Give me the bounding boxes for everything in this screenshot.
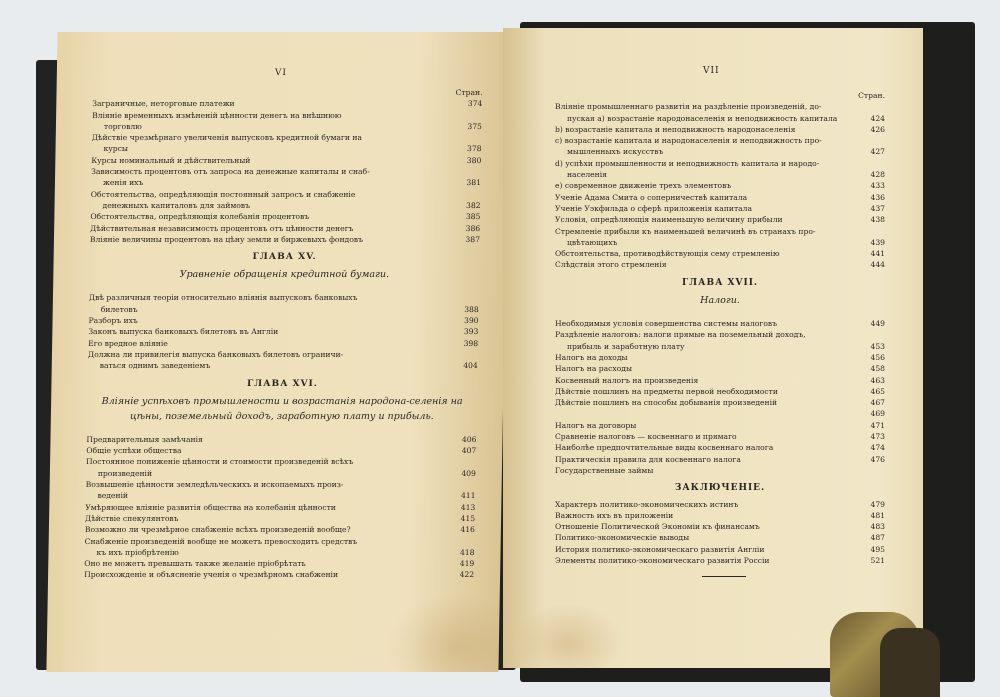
toc-entry-text: пуская a) возрастаніе народонаселенія и неподвижность капитала	[567, 113, 838, 123]
toc-entry	[84, 558, 474, 569]
toc-entry	[90, 223, 480, 234]
toc-entry-page: 407	[461, 446, 477, 456]
toc-entry-text: Его вредное вліяніе	[88, 338, 168, 348]
toc-entry-text: Налогъ на договоры	[555, 420, 637, 430]
toc-entry-page: 374	[467, 99, 483, 109]
toc-entry-page: 453	[870, 341, 885, 351]
toc-entry-text: билетовъ	[100, 304, 138, 314]
toc-entry	[555, 192, 885, 203]
toc-entry	[555, 454, 885, 465]
toc-entry	[555, 363, 885, 374]
toc-entry-text: Государственные займы	[555, 465, 654, 475]
toc-entry-page	[455, 166, 481, 177]
toc-entry	[555, 442, 885, 453]
toc-entry	[84, 547, 474, 558]
toc-entry	[90, 211, 480, 222]
toc-entry	[555, 521, 885, 532]
toc-entry	[555, 113, 885, 124]
toc-entry-page: 487	[870, 533, 885, 543]
toc-entry-text: Стремленіе прибыли къ наименьшей величинѣ въ странахъ про-	[555, 226, 816, 236]
toc-entry-text: Ученіе Адама Смита о соперничествѣ капитала	[555, 192, 748, 202]
toc-entry	[85, 502, 475, 513]
toc-entry-text: произведеній	[97, 468, 153, 478]
toc-entry	[92, 121, 482, 132]
toc-entry	[85, 524, 475, 535]
toc-entry-page: 381	[466, 178, 482, 188]
toc-entry-text: Заграничные, неторговые платежи	[92, 99, 235, 109]
toc-entry	[84, 569, 474, 580]
toc-entry	[91, 166, 481, 177]
toc-entry	[555, 318, 885, 329]
toc-entry-page: 467	[870, 398, 885, 408]
toc-entry-text: торговлю	[103, 121, 142, 131]
toc-entry	[555, 408, 885, 419]
toc-entry	[555, 248, 885, 259]
toc-entry	[86, 456, 476, 467]
toc-group	[90, 98, 483, 245]
toc-entry-page: 382	[465, 200, 481, 210]
toc-entry-text: Характеръ политико-экономическихъ истинъ	[555, 499, 739, 509]
end-rule	[702, 576, 746, 577]
toc-entry-text: Слѣдствія этого стремленія	[555, 260, 667, 270]
page-number: VII	[703, 66, 720, 76]
toc-entry-text: Снабженіе произведеній вообще не можетъ превосходить средствъ	[84, 536, 358, 546]
toc-entry-text: мышленныхъ искусствъ	[567, 147, 664, 157]
toc-entry-page: 479	[870, 499, 885, 509]
toc-entry-text: Законъ выпуска банковыхъ билетовъ въ Англіи	[88, 327, 279, 337]
toc-entry-text: Возможно ли чрезмѣрное снабженіе всѣхъ произведеній вообще?	[84, 525, 351, 535]
toc-entry-page: 411	[460, 491, 476, 501]
toc-entry-text: e) современное движеніе трехъ элементовъ	[555, 181, 732, 191]
toc-entry-page	[452, 349, 478, 360]
water-stain	[513, 603, 623, 668]
toc-entry-page: 419	[459, 559, 475, 569]
toc-entry	[555, 465, 885, 476]
toc-entry-page: 416	[460, 525, 475, 535]
page-header: Стран.	[455, 88, 483, 97]
toc-entry	[86, 468, 476, 479]
toc-entry-page	[456, 110, 482, 121]
toc-entry-text: Элементы политико-экономическаго развитія Россіи	[555, 555, 770, 565]
toc-entry	[555, 352, 885, 363]
toc-entry-text: Необходимыя условія совершенства системы налоговъ	[555, 319, 778, 329]
chapter-heading: ГЛАВА XVI.	[246, 378, 318, 389]
toc-entry	[90, 200, 480, 211]
toc-entry-page: 413	[460, 502, 476, 512]
toc-entry-text: Политико-экономическіе выводы	[555, 533, 690, 543]
toc-entry-page	[453, 292, 479, 303]
toc-entry-page: 398	[463, 338, 479, 348]
toc-entry	[555, 101, 885, 112]
toc-entry-text: Предварительныя замѣчанія	[86, 434, 203, 444]
toc-entry-text: Зависимость процентовъ отъ запроса на денежные капиталы и снаб-	[91, 167, 370, 177]
toc-entry	[92, 132, 482, 143]
toc-entry-page: 438	[870, 215, 885, 225]
toc-entry-text: Происхожденіе и объясненіе ученія о чрезмѣрномъ снабженіи	[84, 570, 339, 580]
toc-entry	[555, 341, 885, 352]
right-page	[503, 28, 923, 668]
toc-entry-text: Сравненіе налоговъ — косвеннаго и прямаго	[555, 432, 737, 442]
toc-entry	[555, 214, 885, 225]
toc-entry-text: Наиболѣе предпочтительные виды косвеннаго налога	[555, 443, 774, 453]
toc-entry-page: 428	[870, 170, 885, 180]
toc-entry-page: 471	[870, 420, 885, 430]
toc-entry-page: 406	[461, 434, 477, 444]
toc-entry-page: 458	[870, 364, 885, 374]
toc-entry	[555, 544, 885, 555]
toc-entry-page: 456	[870, 352, 885, 362]
toc-entry-page: 375	[467, 121, 483, 131]
toc-entry	[85, 490, 475, 501]
water-stain	[386, 592, 510, 672]
toc-entry-page	[859, 101, 885, 112]
toc-entry-text: Дѣйствіе пошлинъ на предметы первой необходимости	[555, 386, 778, 396]
toc-entry-text: c) возрастаніе капитала и народонаселенія и неподвижность про-	[555, 136, 822, 146]
toc-entry-text: Ученіе Уэкфильда о сферѣ приложенія капитала	[555, 203, 753, 213]
toc-entry	[555, 555, 885, 566]
toc-entry-page: 415	[460, 513, 476, 523]
toc-entry	[89, 304, 479, 315]
toc-entry	[91, 189, 481, 200]
toc-entry-page	[450, 456, 476, 467]
toc-entry	[555, 237, 885, 248]
toc-entry	[91, 155, 481, 166]
toc-entry-text: женія ихъ	[102, 178, 144, 188]
toc-entry-text: Возвышеніе цѣнности земледѣльческихъ и ископаемыхъ произ-	[85, 480, 344, 490]
toc-entry-page: 521	[870, 555, 885, 565]
left-toc	[84, 87, 483, 581]
left-page	[46, 32, 509, 672]
toc-entry	[91, 143, 481, 154]
toc-entry-text: b) возрастаніе капитала и неподвижность народонаселенія	[555, 124, 796, 134]
toc-entry	[91, 177, 481, 188]
toc-entry-text: ваться однимъ заведеніемъ	[99, 361, 211, 371]
toc-entry	[88, 349, 478, 360]
toc-entry-page: 441	[870, 249, 885, 259]
toc-entry-text: Дѣйствіе чрезмѣрнаго увеличенія выпусковъ кредитной бумаги на	[91, 133, 363, 143]
toc-entry-page	[859, 465, 885, 476]
toc-entry-text: Обстоятельства, опредѣляющія колебанія процентовъ	[90, 212, 310, 222]
toc-entry-page: 449	[870, 319, 885, 329]
toc-entry	[88, 315, 478, 326]
toc-group	[555, 499, 885, 567]
toc-entry-page: 385	[465, 212, 481, 222]
chapter-heading: ЗАКЛЮЧЕНІЕ.	[674, 483, 766, 494]
toc-entry	[555, 386, 885, 397]
toc-entry-page: 380	[466, 155, 482, 165]
toc-entry	[555, 226, 885, 237]
toc-entry-page: 390	[463, 316, 479, 326]
toc-entry	[86, 434, 476, 445]
toc-entry-page	[859, 226, 885, 237]
toc-entry-page: 404	[463, 361, 478, 371]
toc-entry-text: Вліяніе промышленнаго развитія на раздѣленіе произведеній, до-	[555, 102, 822, 112]
toc-entry	[555, 532, 885, 543]
toc-entry	[555, 375, 885, 386]
toc-entry	[555, 420, 885, 431]
toc-entry-text: Курсы номинальный и дѣйствительный	[91, 155, 251, 165]
toc-entry-page: 388	[464, 304, 479, 314]
toc-entry-page: 436	[870, 192, 885, 202]
toc-entry	[555, 203, 885, 214]
toc-entry	[555, 431, 885, 442]
toc-entry-page: 474	[870, 443, 885, 453]
toc-entry-text: Дѣйствіе пошлинъ на способы добыванія произведеній	[555, 398, 778, 408]
toc-entry-page: 465	[870, 386, 885, 396]
toc-group	[84, 434, 477, 581]
toc-entry-text: Должна ли привилегія выпуска банковыхъ билетовъ ограничи-	[87, 349, 344, 359]
chapter-title: Вліяніе успѣховъ промышлености и возрастанія народона-селенія на цѣны, поземельный доходъ, заработную плату и прибыль.	[101, 395, 463, 422]
toc-entry-text: цвѣтающихъ	[567, 237, 618, 247]
toc-entry-page: 439	[870, 237, 885, 247]
toc-entry-page: 437	[870, 203, 885, 213]
toc-entry	[92, 110, 482, 121]
toc-entry-text: Разборъ ихъ	[88, 316, 138, 326]
toc-entry-text: Постоянное пониженіе цѣнности и стоимости произведеній всѣхъ	[86, 457, 354, 467]
toc-entry	[88, 338, 478, 349]
chapter-title: Налоги.	[700, 295, 740, 307]
toc-entry-text	[555, 408, 859, 419]
toc-entry	[85, 513, 475, 524]
toc-entry-text: Отношеніе Политической Экономіи къ финансамъ	[555, 522, 760, 532]
toc-entry-text: История политико-экономическаго развитія Англіи	[555, 544, 765, 554]
toc-entry-text: Условія, опредѣляющія наименьшую величину прибыли	[555, 215, 783, 225]
toc-entry-text: Вліяніе величины процентовъ на цѣну земли и биржевыхъ фондовъ	[89, 234, 364, 244]
toc-entry-text: d) успѣхи промышленности и неподвижность капитала и народо-	[555, 158, 820, 168]
toc-entry	[89, 292, 479, 303]
toc-entry	[555, 135, 885, 146]
toc-entry	[85, 536, 475, 547]
toc-entry	[555, 169, 885, 180]
toc-entry-page: 463	[870, 375, 885, 385]
toc-entry-page: 378	[466, 144, 482, 154]
toc-entry-text: Оно не можетъ превышать также желаніе пріобрѣтать	[84, 559, 306, 569]
toc-entry	[88, 360, 478, 371]
toc-entry-page: 469	[870, 409, 885, 419]
page-number: VI	[274, 68, 288, 78]
toc-entry	[86, 445, 476, 456]
toc-entry	[555, 158, 885, 169]
toc-entry-text: Обстоятельства, противодѣйствующія сему стремленію	[555, 249, 780, 259]
toc-group	[88, 292, 479, 371]
book-stand-base	[880, 628, 940, 697]
toc-entry-page	[456, 132, 482, 143]
toc-entry-page	[859, 158, 885, 169]
chapter-title: Уравненіе обращенія кредитной бумаги.	[179, 269, 390, 281]
toc-entry	[555, 124, 885, 135]
page-header: Стран.	[858, 91, 885, 100]
toc-entry-text: къ ихъ пріобрѣтенію	[96, 547, 179, 557]
toc-entry	[92, 98, 482, 109]
toc-entry-text: прибыль и заработную плату	[567, 341, 685, 351]
toc-entry-page: 418	[459, 547, 475, 557]
toc-entry	[555, 397, 885, 408]
toc-entry-text: Косвенный налогъ на произведенія	[555, 375, 699, 385]
toc-entry-page: 422	[459, 570, 475, 580]
toc-entry	[86, 479, 476, 490]
toc-entry-page: 433	[870, 181, 885, 191]
toc-entry-page: 476	[870, 454, 885, 464]
toc-entry-page: 393	[463, 327, 479, 337]
chapter-heading: ГЛАВА XVII.	[681, 277, 759, 288]
toc-entry-page	[859, 329, 885, 340]
toc-entry-page: 409	[461, 468, 476, 478]
toc-entry-text: Умѣряющее вліяніе развитія общества на колебанія цѣнности	[85, 502, 336, 512]
toc-entry	[555, 499, 885, 510]
toc-entry-page	[450, 479, 476, 490]
toc-entry-page: 426	[870, 124, 885, 134]
toc-entry	[555, 146, 885, 157]
toc-entry-page: 424	[870, 113, 885, 123]
toc-entry-text: Раздѣленіе налоговъ: налоги прямые на поземельный доходъ,	[555, 330, 806, 340]
toc-entry-text: населенія	[567, 170, 607, 180]
toc-entry-page	[455, 189, 481, 200]
toc-entry-text: Обстоятельства, опредѣляющія постоянный запросъ и снабженіе	[90, 189, 356, 199]
toc-entry	[555, 510, 885, 521]
toc-entry	[555, 259, 885, 270]
toc-entry-page: 495	[870, 544, 885, 554]
toc-entry	[88, 326, 478, 337]
right-toc	[555, 90, 885, 566]
toc-entry-text: Практическія правила для косвеннаго налога	[555, 454, 741, 464]
toc-entry-page: 387	[465, 234, 481, 244]
toc-entry-page: 427	[870, 147, 885, 157]
toc-entry-text: курсы	[103, 144, 128, 154]
toc-entry-page: 386	[465, 223, 481, 233]
toc-entry-text: Налогъ на расходы	[555, 364, 632, 374]
toc-entry-page	[449, 536, 475, 547]
toc-entry-text: Общіе успѣхи общества	[86, 446, 182, 456]
toc-entry	[555, 329, 885, 340]
toc-entry-page: 481	[870, 510, 885, 520]
toc-entry-page: 444	[870, 260, 885, 270]
toc-group	[555, 318, 885, 476]
toc-entry-text: Важность ихъ въ приложеніи	[555, 510, 674, 520]
toc-entry-page	[859, 135, 885, 146]
toc-entry-text: Налогъ на доходы	[555, 352, 628, 362]
toc-entry-text: веденій	[97, 491, 129, 501]
toc-entry-text: Дѣйствіе спекулянтовъ	[85, 513, 179, 523]
toc-entry	[90, 234, 480, 245]
toc-entry-text: Двѣ различныя теоріи относительно вліянія выпусковъ банковыхъ	[88, 293, 358, 303]
toc-entry-page: 483	[870, 522, 885, 532]
toc-entry-page: 473	[870, 432, 885, 442]
toc-entry-text: денежныхъ капиталовъ для займовъ	[102, 200, 251, 210]
toc-entry	[555, 180, 885, 191]
toc-entry-text: Вліяніе временныхъ измѣненій цѣнности денегъ на внѣшнюю	[92, 110, 342, 120]
toc-entry-text: Дѣйствительная независимость процентовъ отъ цѣнности денегъ	[90, 223, 354, 233]
toc-group	[555, 101, 885, 270]
chapter-heading: ГЛАВА XV.	[252, 252, 317, 263]
